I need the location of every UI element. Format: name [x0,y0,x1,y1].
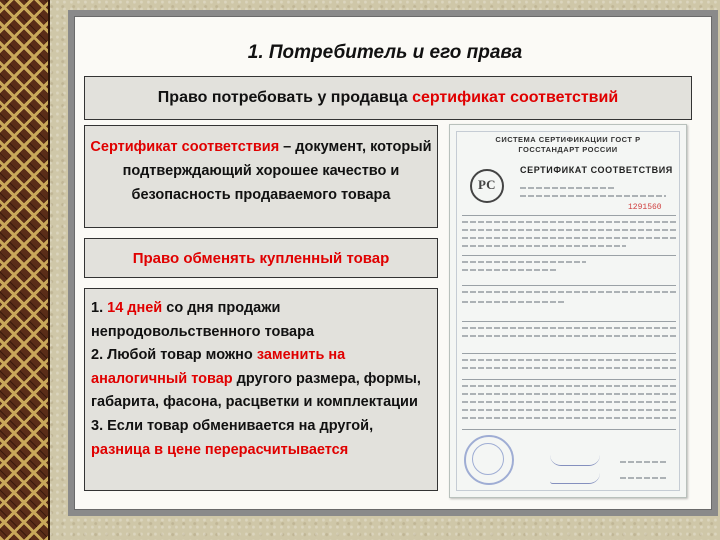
cert-line [462,229,676,231]
rule-1 [91,297,433,344]
certificate-signature [550,473,600,484]
rights-banner [84,76,692,120]
rule-1-highlight: 14 дней [107,300,163,316]
rule-3-prefix: 3. Если товар обменивается на другой, [91,417,374,434]
certificate-header-2: ГОССТАНДАРТ РОССИИ [518,145,618,154]
rule-3-highlight: разница в цене перерасчитывается [91,441,349,458]
cert-line [520,187,616,189]
cert-rule [462,321,676,322]
cert-rule [462,285,676,286]
certificate-signature [550,455,600,466]
certificate-stamp-inner [472,443,504,475]
cert-line [462,385,676,387]
rule-2 [91,344,433,415]
rule-2-prefix: 2. Любой товар можно [91,347,257,364]
rule-2-highlight: заменить на аналогичный товар [91,347,346,387]
cert-line [462,359,676,361]
rule-2-text: другого размера, формы, габарита, фасона, расцветки и комплектации [91,370,421,411]
rule-1-prefix: 1. [91,300,108,316]
cert-rule [462,215,676,216]
definition-text: – документ, который подтверждающий хорошее качество и безопасность продаваемого товара [122,139,432,203]
cert-line [520,195,666,197]
cert-line [620,461,668,463]
cert-rule [462,255,676,256]
definition-box [84,125,438,228]
cert-line [462,261,586,263]
cert-line [462,417,676,419]
cert-line [462,237,676,239]
certificate-number: 1291560 [628,203,662,212]
exchange-title-box [84,238,438,278]
certificate-logo-text: РС [478,177,496,192]
certificate-logo [470,169,504,203]
cert-line [462,269,556,271]
cert-rule [462,429,676,430]
banner-highlight: сертификат соответствий [412,89,619,106]
cert-line [462,245,626,247]
certificate-header-1: СИСТЕМА СЕРТИФИКАЦИИ ГОСТ Р [495,135,641,144]
cert-line [462,393,676,395]
cert-rule [462,353,676,354]
cert-line [620,477,668,479]
banner-text: Право потребовать у продавца [157,89,413,106]
cert-line [462,335,676,337]
cert-line [462,367,676,369]
decorative-left-strip [0,0,50,540]
rule-3 [91,415,433,462]
slide-title: 1. Потребитель и его права [247,42,523,63]
rule-1-text: со дня продажи непродовольственного товара [91,300,315,340]
cert-line [462,409,676,411]
exchange-rules-box [84,288,438,491]
cert-rule [462,379,676,380]
cert-line [462,327,676,329]
cert-line [462,401,676,403]
exchange-title: Право обменять купленный товар [132,249,390,267]
certificate-image [449,124,687,498]
cert-line [462,291,676,293]
certificate-heading: СЕРТИФИКАТ СООТВЕТСТВИЯ [520,165,673,175]
cert-line [462,301,566,303]
definition-term: Сертификат соответствия [90,139,280,155]
cert-line [462,221,676,223]
